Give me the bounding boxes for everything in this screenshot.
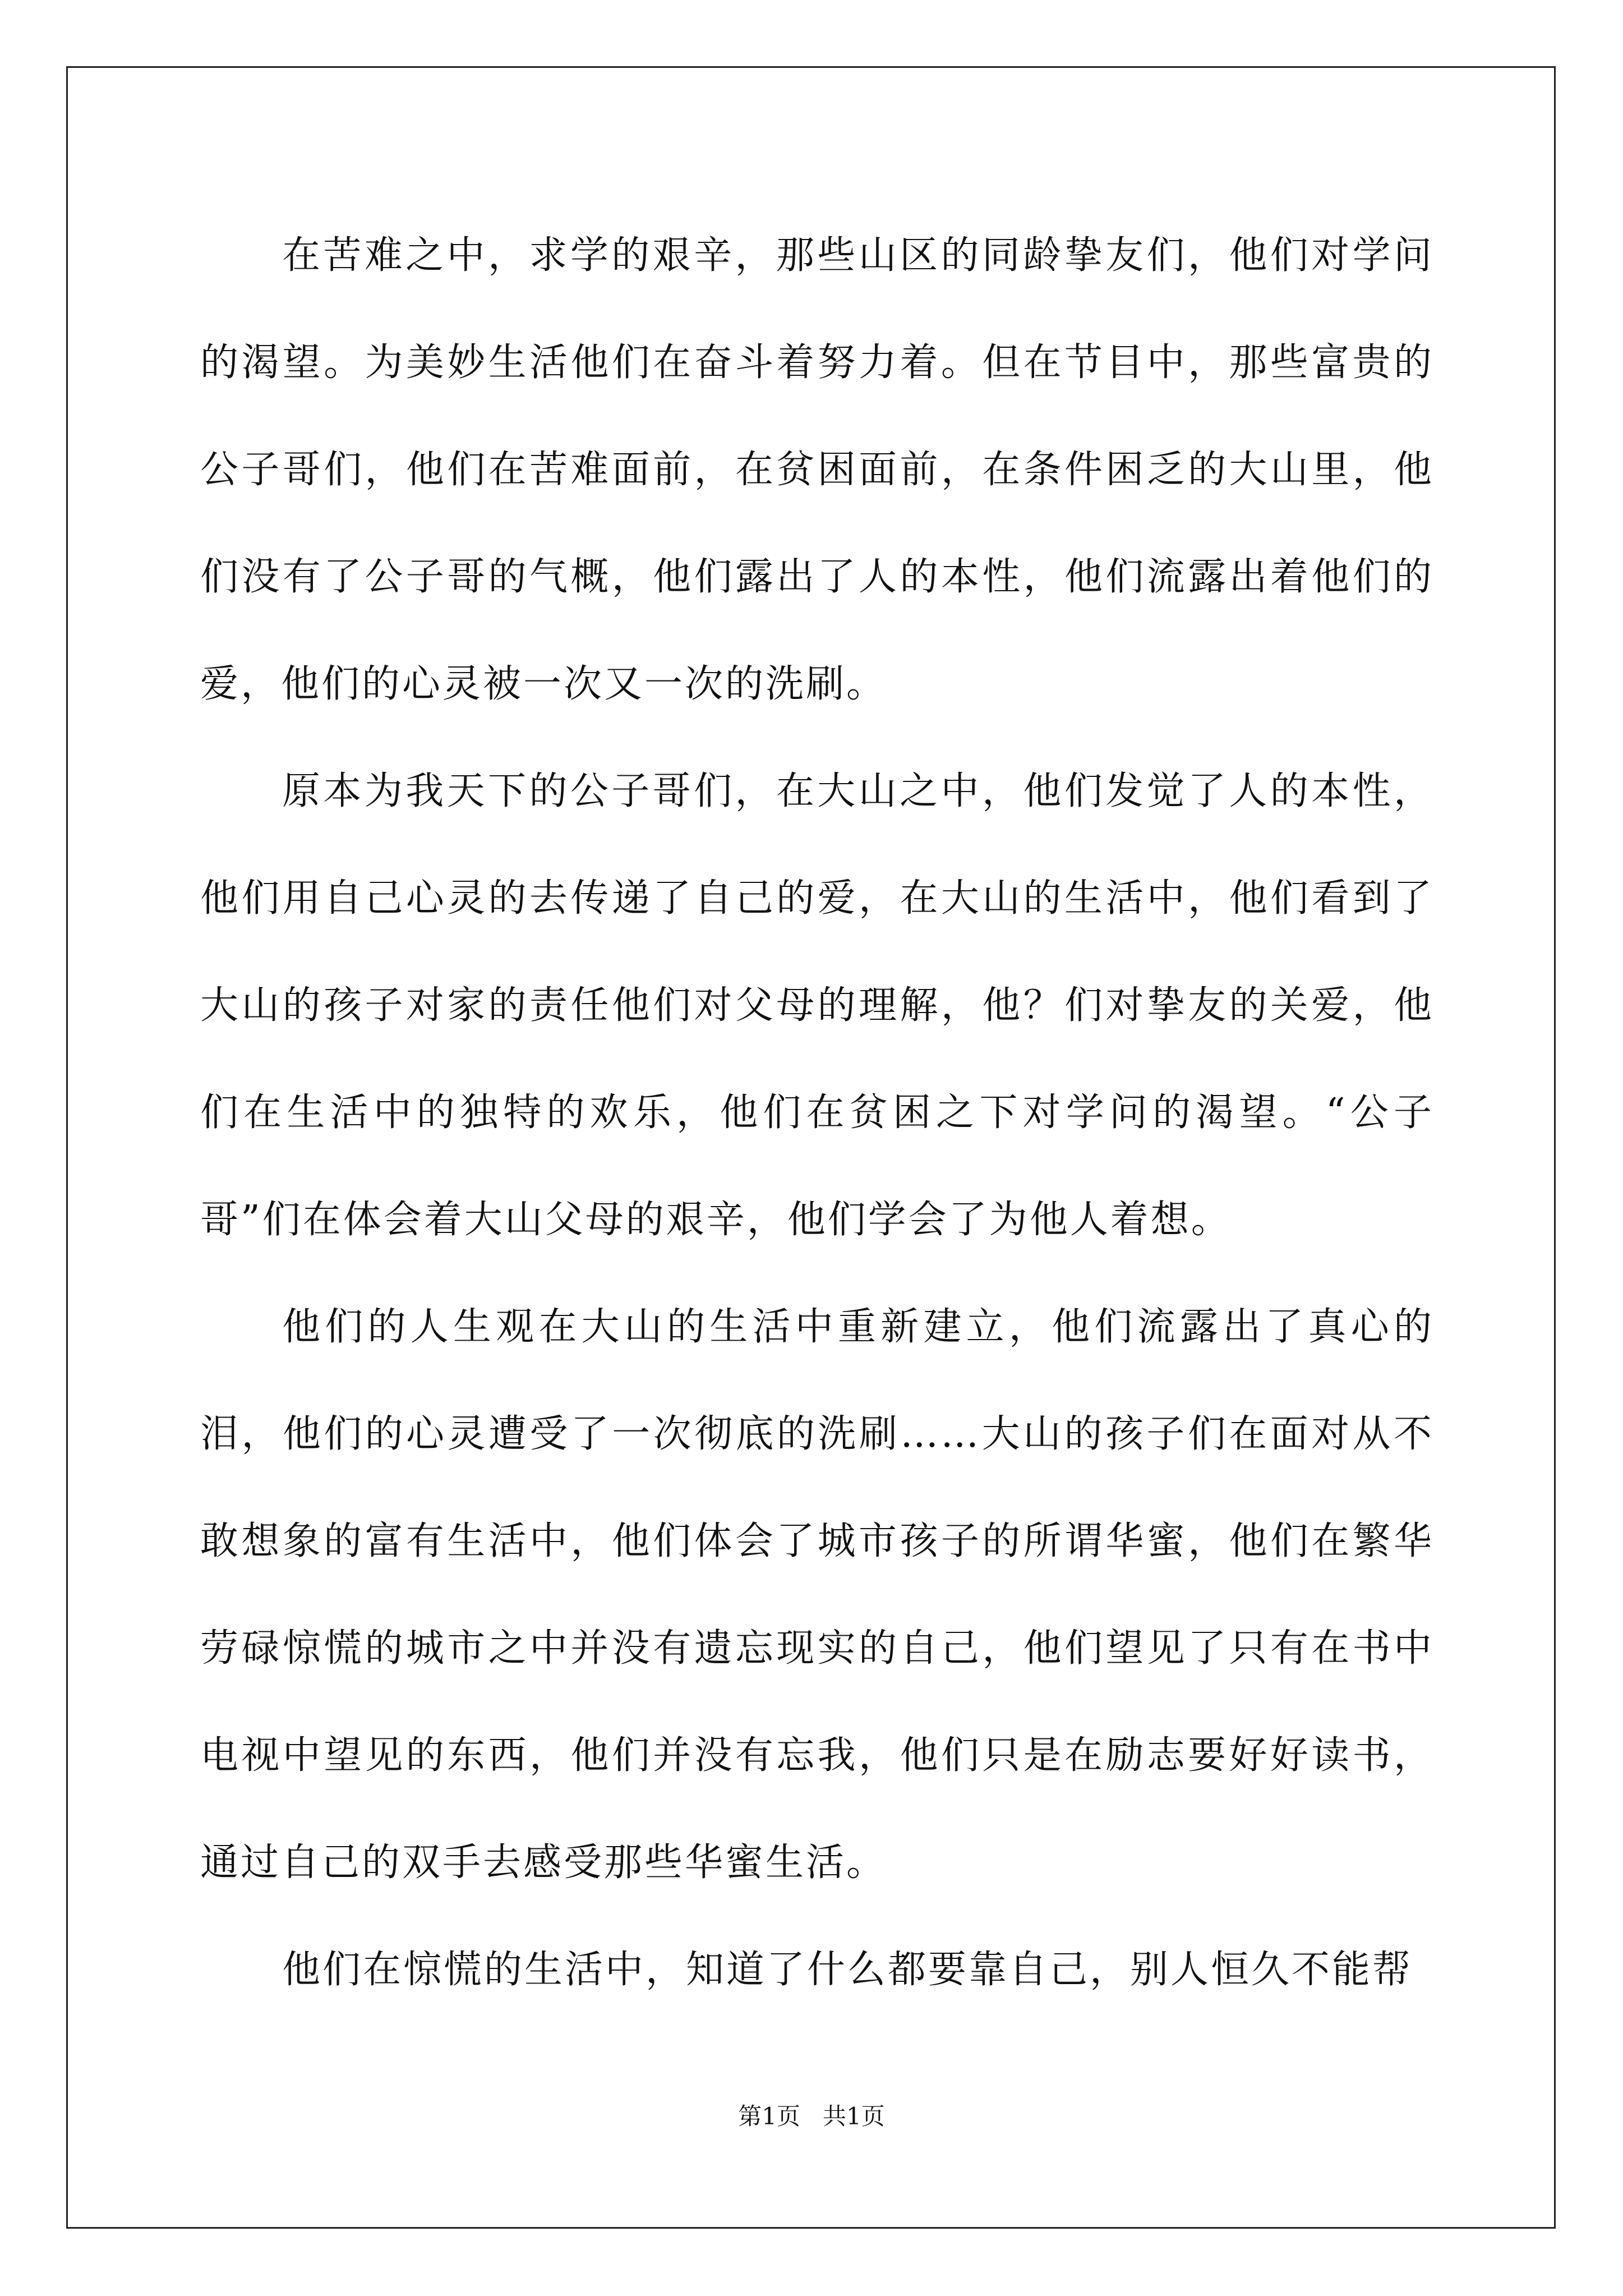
paragraph-4: 他们在惊慌的生活中，知道了什么都要靠自己，别人恒久不能帮: [282, 1948, 1413, 1992]
paragraph-1: 在苦难之中，求学的艰辛，那些山区的同龄挚友们，他们对学问的渴望。为美妙生活他们在奋斗着努力着。但在节目中，那些富贵的公子哥们，他们在苦难面前，在贫困面前，在条件困乏的大山里，他们没有了公子哥的气概，他们露出了人的本性，他们流露出着他们的爱，他们的心灵被一次又一次的洗刷。: [200, 233, 1434, 706]
document-body: [200, 202, 1434, 2023]
paragraph-3: 他们的人生观在大山的生活中重新建立，他们流露出了真心的泪，他们的心灵遭受了一次彻底的洗刷……大山的孩子们在面对从不敢想象的富有生活中，他们体会了城市孩子的所谓华蜜，他们在繁华劳碌惊慌的城市之中并没有遗忘现实的自己，他们望见了只有在书中电视中望见的东西，他们并没有忘我，他们只是在励志要好好读书，通过自己的双手去感受那些华蜜生活。: [200, 1305, 1434, 1885]
paragraph-2: 原本为我天下的公子哥们，在大山之中，他们发觉了人的本性，他们用自己心灵的去传递了自己的爱，在大山的生活中，他们看到了大山的孩子对家的责任他们对父母的理解，他？们对挚友的关爱，他们在生活中的独特的欢乐，他们在贫困之下对学问的渴望。“公子哥”们在体会着大山父母的艰辛，他们学会了为他人着想。: [200, 769, 1434, 1242]
page-footer: 第1页 共1页: [738, 2102, 885, 2130]
